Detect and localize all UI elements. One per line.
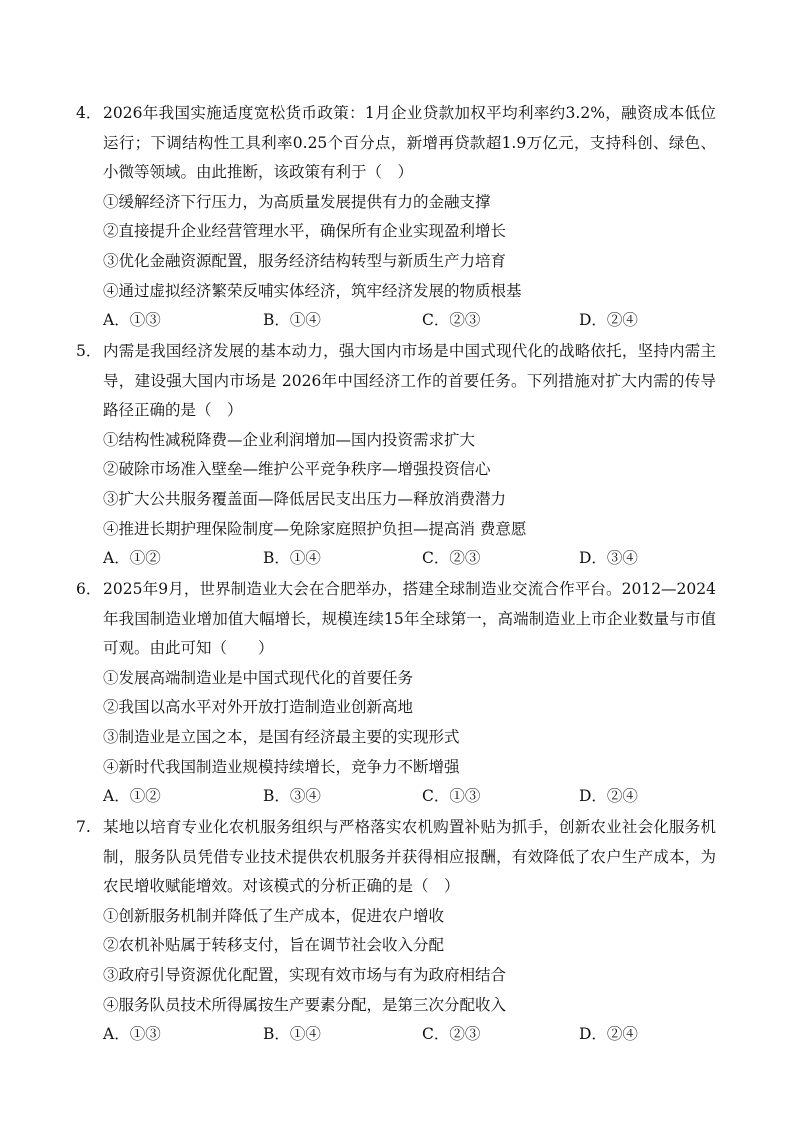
choice-a: A．①② — [103, 787, 161, 806]
question-stem — [76, 337, 716, 426]
choice-c: C．②③ — [422, 1025, 481, 1044]
statement-option: ①发展高端制造业是中国式现代化的首要任务 — [103, 668, 414, 687]
statement-option: ④服务队员技术所得属按生产要素分配，是第三次分配收入 — [103, 995, 507, 1014]
answer-choices — [76, 544, 716, 574]
choice-c: C．②③ — [422, 311, 481, 330]
question-4 — [76, 99, 716, 336]
statement-option: ③优化金融资源配置，服务经济结构转型与新质生产力培育 — [103, 251, 507, 270]
choice-a: A．①③ — [103, 1025, 161, 1044]
choice-d: D．③④ — [579, 549, 638, 568]
choice-b: B．①④ — [263, 311, 321, 330]
statement-option: ②直接提升企业经营管理水平，确保所有企业实现盈利增长 — [103, 222, 507, 241]
question-6 — [76, 575, 716, 812]
choice-d: D．②④ — [579, 1025, 638, 1044]
statement-option: ②农机补贴属于转移支付，旨在调节社会收入分配 — [103, 936, 445, 955]
statement-option: ④推进长期护理保险制度—免除家庭照护负担—提高消 费意愿 — [103, 519, 527, 538]
choice-a: A．①③ — [103, 311, 161, 330]
choice-b: B．①④ — [263, 549, 321, 568]
statement-option: ③政府引导资源优化配置，实现有效市场与有为政府相结合 — [103, 965, 507, 984]
question-text: 内需是我国经济发展的基本动力，强大国内市场是中国式现代化的战略依托，坚持内需主导，建设强大国内市场是 2026年中国经济工作的首要任务。下列措施对扩大内需的传导路径正确的是（ ） — [103, 342, 716, 420]
statement-option: ④新时代我国制造业规模持续增长，竞争力不断增强 — [103, 757, 460, 776]
choice-c: C．①③ — [422, 787, 481, 806]
statement-option: ①缓解经济下行压力，为高质量发展提供有力的金融支撑 — [103, 192, 491, 211]
answer-choices — [76, 782, 716, 812]
question-text: 某地以培育专业化农机服务组织与严格落实农机购置补贴为抓手，创新农业社会化服务机制，服务队员凭借专业技术提供农机服务并获得相应报酬，有效降低了农户生产成本，为农民增收赋能增效。对该模式的分析正确的是（ ） — [103, 818, 716, 896]
choice-d: D．②④ — [579, 311, 638, 330]
statement-option: ③制造业是立国之本，是国有经济最主要的实现形式 — [103, 727, 460, 746]
statement-option: ④通过虚拟经济繁荣反哺实体经济，筑牢经济发展的物质根基 — [103, 281, 522, 300]
question-number: 7. — [76, 818, 91, 836]
answer-choices — [76, 1020, 716, 1050]
question-number: 6． — [76, 580, 102, 598]
statement-option: ②破除市场准入壁垒—维护公平竞争秩序—增强投资信心 — [103, 460, 491, 479]
choice-a: A．①② — [103, 549, 161, 568]
question-stem — [76, 813, 716, 902]
answer-choices — [76, 306, 716, 336]
statement-option: ③扩大公共服务覆盖面—降低居民支出压力—释放消费潜力 — [103, 489, 507, 508]
choice-d: D．②④ — [579, 787, 638, 806]
choice-b: B．③④ — [263, 787, 321, 806]
question-5 — [76, 337, 716, 574]
question-text: 2025年9月，世界制造业大会在合肥举办，搭建全球制造业交流合作平台。2012—2024年我国制造业增加值大幅增长，规模连续15年全球第一，高端制造业上市企业数量与市值可观。由此可知（ ） — [103, 580, 716, 658]
statement-option: ①结构性减税降费—企业利润增加—国内投资需求扩大 — [103, 430, 476, 449]
question-text: 2026年我国实施适度宽松货币政策：1月企业贷款加权平均利率约3.2%，融资成本低位运行；下调结构性工具利率0.25个百分点，新增再贷款超1.9万亿元，支持科创、绿色、小微等领域。由此推断，该政策有利于（ ） — [103, 104, 716, 182]
question-number: 5． — [76, 342, 102, 360]
statement-option: ①创新服务机制并降低了生产成本，促进农户增收 — [103, 906, 445, 925]
question-stem — [76, 575, 716, 664]
statement-option: ②我国以高水平对外开放打造制造业创新高地 — [103, 698, 414, 717]
question-7 — [76, 813, 716, 1050]
question-number: 4． — [76, 104, 102, 122]
choice-b: B．①④ — [263, 1025, 321, 1044]
question-stem — [76, 99, 716, 188]
choice-c: C．②③ — [422, 549, 481, 568]
